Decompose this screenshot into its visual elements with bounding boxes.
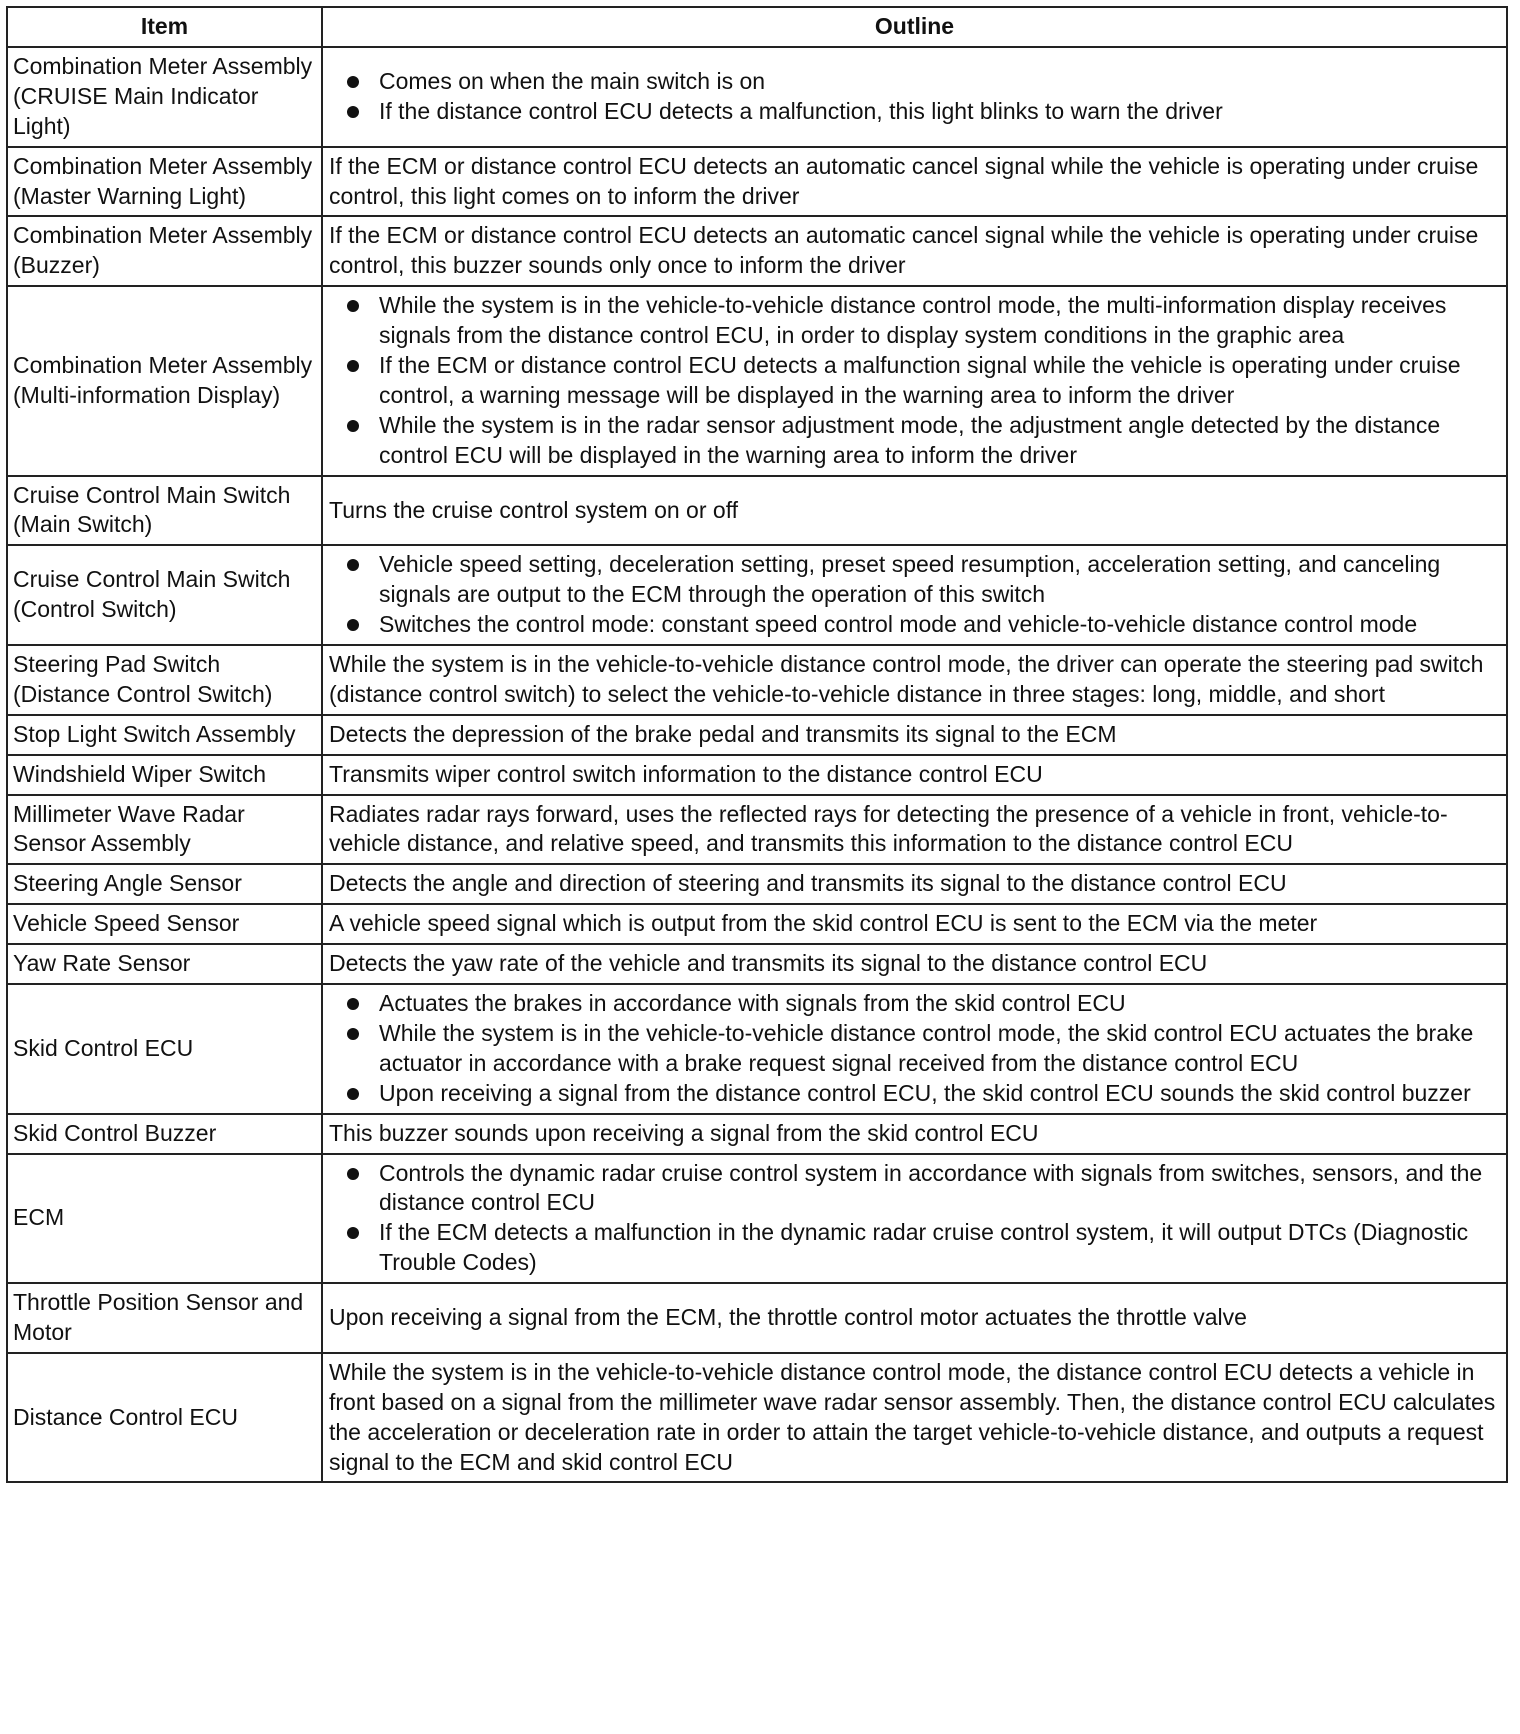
- item-cell: Skid Control Buzzer: [7, 1114, 322, 1154]
- outline-cell: This buzzer sounds upon receiving a signal from the skid control ECU: [322, 1114, 1507, 1154]
- item-cell: Cruise Control Main Switch (Main Switch): [7, 476, 322, 546]
- table-row: [7, 904, 1507, 944]
- outline-cell: [322, 984, 1507, 1114]
- outline-bullet-item: If the ECM detects a malfunction in the dynamic radar cruise control system, it will output DTCs (Diagnostic Trouble Codes): [329, 1218, 1500, 1278]
- table-row: [7, 545, 1507, 645]
- item-cell: ECM: [7, 1154, 322, 1284]
- table-row: [7, 795, 1507, 865]
- table-row: [7, 755, 1507, 795]
- table-row: [7, 645, 1507, 715]
- outline-bullet-list: [329, 1159, 1500, 1279]
- outline-bullet-item: While the system is in the vehicle-to-vehicle distance control mode, the multi-information display receives signals from the distance control ECU, in order to display system conditions in the graphic area: [329, 291, 1500, 351]
- outline-cell: While the system is in the vehicle-to-vehicle distance control mode, the driver can operate the steering pad switch (distance control switch) to select the vehicle-to-vehicle distance in three stages: long, middle, and short: [322, 645, 1507, 715]
- table-row: [7, 864, 1507, 904]
- outline-cell: [322, 47, 1507, 147]
- outline-cell: Detects the yaw rate of the vehicle and transmits its signal to the distance control ECU: [322, 944, 1507, 984]
- outline-bullet-list: [329, 989, 1500, 1109]
- outline-cell: If the ECM or distance control ECU detects an automatic cancel signal while the vehicle is operating under cruise control, this light comes on to inform the driver: [322, 147, 1507, 217]
- table-row: [7, 715, 1507, 755]
- outline-bullet-item: Actuates the brakes in accordance with signals from the skid control ECU: [329, 989, 1500, 1019]
- outline-cell: While the system is in the vehicle-to-vehicle distance control mode, the distance control ECU detects a vehicle in front based on a signal from the millimeter wave radar sensor assembly. Then, the distance control ECU calculates the acceleration or deceleration rate in order to attain the target vehicle-to-vehicle distance, and outputs a request signal to the ECM and skid control ECU: [322, 1353, 1507, 1483]
- item-cell: Steering Pad Switch (Distance Control Switch): [7, 645, 322, 715]
- outline-cell: If the ECM or distance control ECU detects an automatic cancel signal while the vehicle is operating under cruise control, this buzzer sounds only once to inform the driver: [322, 216, 1507, 286]
- item-cell: Skid Control ECU: [7, 984, 322, 1114]
- item-cell: Distance Control ECU: [7, 1353, 322, 1483]
- outline-cell: Detects the depression of the brake pedal and transmits its signal to the ECM: [322, 715, 1507, 755]
- item-cell: Combination Meter Assembly (Multi-information Display): [7, 286, 322, 475]
- outline-cell: Detects the angle and direction of steering and transmits its signal to the distance control ECU: [322, 864, 1507, 904]
- outline-cell: Turns the cruise control system on or off: [322, 476, 1507, 546]
- table-row: [7, 1353, 1507, 1483]
- item-cell: Cruise Control Main Switch (Control Switch): [7, 545, 322, 645]
- item-cell: Steering Angle Sensor: [7, 864, 322, 904]
- outline-cell: A vehicle speed signal which is output from the skid control ECU is sent to the ECM via the meter: [322, 904, 1507, 944]
- header-outline: Outline: [322, 7, 1507, 47]
- table-row: [7, 286, 1507, 475]
- table-body: [7, 47, 1507, 1482]
- outline-bullet-item: Vehicle speed setting, deceleration setting, preset speed resumption, acceleration setting, and canceling signals are output to the ECM through the operation of this switch: [329, 550, 1500, 610]
- outline-bullet-item: Comes on when the main switch is on: [329, 67, 1500, 97]
- outline-bullet-item: If the distance control ECU detects a malfunction, this light blinks to warn the driver: [329, 97, 1500, 127]
- item-cell: Stop Light Switch Assembly: [7, 715, 322, 755]
- header-item: Item: [7, 7, 322, 47]
- outline-bullet-list: [329, 67, 1500, 127]
- table-row: [7, 147, 1507, 217]
- table-row: [7, 1154, 1507, 1284]
- outline-bullet-list: [329, 550, 1500, 640]
- table-row: [7, 476, 1507, 546]
- table-row: [7, 944, 1507, 984]
- header-row: [7, 7, 1507, 47]
- outline-cell: [322, 286, 1507, 475]
- item-cell: Throttle Position Sensor and Motor: [7, 1283, 322, 1353]
- outline-bullet-item: Upon receiving a signal from the distance control ECU, the skid control ECU sounds the skid control buzzer: [329, 1079, 1500, 1109]
- outline-cell: Upon receiving a signal from the ECM, the throttle control motor actuates the throttle valve: [322, 1283, 1507, 1353]
- outline-cell: Transmits wiper control switch information to the distance control ECU: [322, 755, 1507, 795]
- item-cell: Yaw Rate Sensor: [7, 944, 322, 984]
- item-cell: Vehicle Speed Sensor: [7, 904, 322, 944]
- outline-bullet-item: If the ECM or distance control ECU detects a malfunction signal while the vehicle is operating under cruise control, a warning message will be displayed in the warning area to inform the driver: [329, 351, 1500, 411]
- item-cell: Combination Meter Assembly (CRUISE Main Indicator Light): [7, 47, 322, 147]
- item-cell: Windshield Wiper Switch: [7, 755, 322, 795]
- component-outline-table: [6, 6, 1508, 1483]
- outline-cell: [322, 1154, 1507, 1284]
- table-row: [7, 984, 1507, 1114]
- table-row: [7, 1114, 1507, 1154]
- outline-bullet-item: Controls the dynamic radar cruise control system in accordance with signals from switches, sensors, and the distance control ECU: [329, 1159, 1500, 1219]
- outline-cell: Radiates radar rays forward, uses the reflected rays for detecting the presence of a vehicle in front, vehicle-to-vehicle distance, and relative speed, and transmits this information to the distance control ECU: [322, 795, 1507, 865]
- outline-bullet-item: Switches the control mode: constant speed control mode and vehicle-to-vehicle distance control mode: [329, 610, 1500, 640]
- item-cell: Combination Meter Assembly (Buzzer): [7, 216, 322, 286]
- outline-bullet-item: While the system is in the radar sensor adjustment mode, the adjustment angle detected by the distance control ECU will be displayed in the warning area to inform the driver: [329, 411, 1500, 471]
- outline-cell: [322, 545, 1507, 645]
- item-cell: Combination Meter Assembly (Master Warning Light): [7, 147, 322, 217]
- table-row: [7, 47, 1507, 147]
- item-cell: Millimeter Wave Radar Sensor Assembly: [7, 795, 322, 865]
- outline-bullet-item: While the system is in the vehicle-to-vehicle distance control mode, the skid control ECU actuates the brake actuator in accordance with a brake request signal received from the distance control ECU: [329, 1019, 1500, 1079]
- outline-bullet-list: [329, 291, 1500, 470]
- table-row: [7, 1283, 1507, 1353]
- table-row: [7, 216, 1507, 286]
